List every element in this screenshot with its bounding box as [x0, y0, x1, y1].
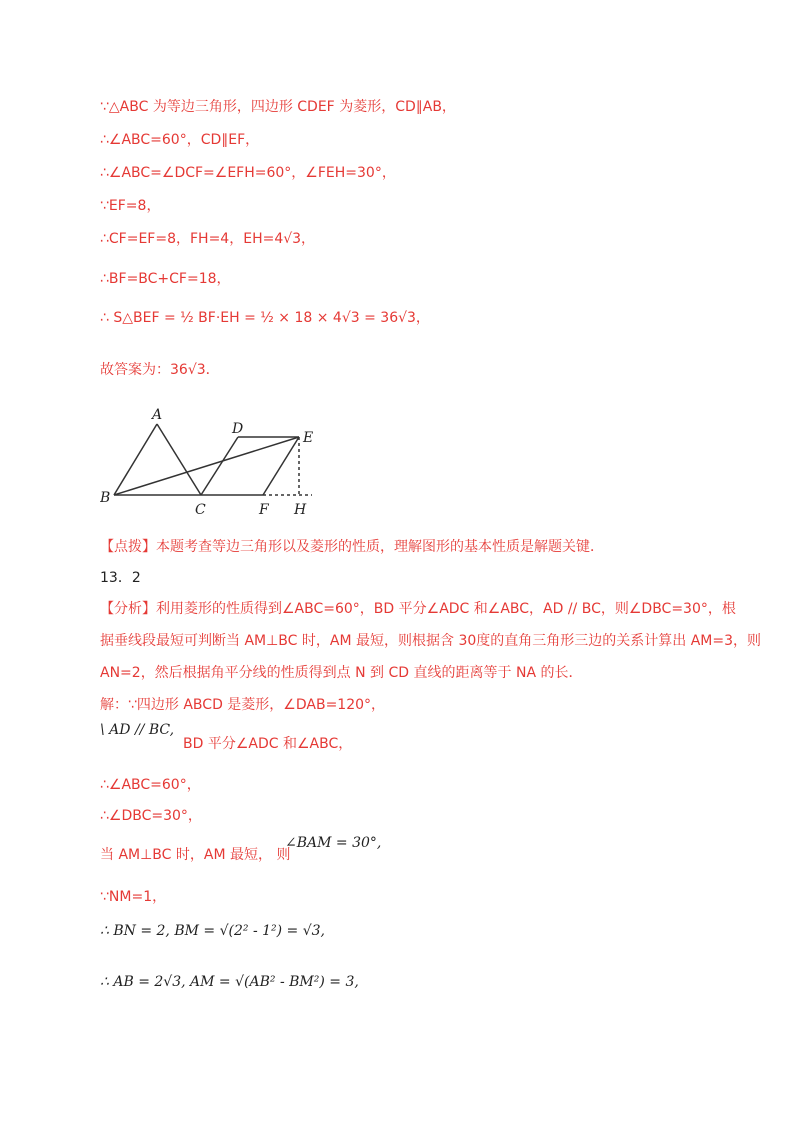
answer-step-7: ∵NM=1， — [100, 889, 167, 905]
angle-bam-formula: ∠BAM = 30°, — [285, 835, 382, 851]
label-c: C — [195, 502, 206, 518]
ab-am-formula: ∴ AB = 2√3, AM = √(AB² - BM²) = 3, — [100, 974, 359, 990]
label-f: F — [259, 502, 269, 518]
label-h: H — [294, 502, 307, 518]
analysis-line-2: 据垂线段最短可判断当 AM⊥BC 时，AM 最短，则根据含 30度的直角三角形三边的关系计算出 AM=3，则 — [100, 633, 761, 649]
answer-step-5: ∴∠DBC=30°， — [100, 808, 202, 824]
label-a: A — [152, 407, 163, 423]
answer-step-4: ∴∠ABC=60°， — [100, 777, 201, 793]
solution-line-1: ∵△ABC 为等边三角形，四边形 CDEF 为菱形，CD∥AB， — [100, 99, 456, 115]
analysis-line-3: AN=2，然后根据角平分线的性质得到点 N 到 CD 直线的距离等于 NA 的长． — [100, 665, 583, 681]
bn-bm-formula: ∴ BN = 2, BM = √(2² - 1²) = √3, — [100, 923, 326, 939]
geometry-figure — [100, 402, 330, 520]
question-number: 13．2 — [100, 570, 141, 586]
solution-line-3: ∴∠ABC=∠DCF=∠EFH=60°，∠FEH=30°， — [100, 165, 396, 181]
analysis-line-1: 【分析】利用菱形的性质得到∠ABC=60°，BD 平分∠ADC 和∠ABC，AD // BC，则∠DBC=30°，根 — [100, 601, 736, 617]
answer-line: 故答案为：36√3． — [100, 362, 220, 378]
label-e: E — [303, 430, 314, 446]
solution-line-4: ∵EF=8， — [100, 198, 161, 214]
answer-step-2: \ AD // BC, — [100, 722, 175, 738]
answer-step-1: 解：∵四边形 ABCD 是菱形，∠DAB=120°， — [100, 697, 386, 713]
tip-line: 【点拨】本题考查等边三角形以及菱形的性质，理解图形的基本性质是解题关键． — [100, 539, 604, 555]
area-formula: ∴ S△BEF = ½ BF⋅EH = ½ × 18 × 4√3 = 36√3， — [100, 310, 430, 326]
answer-step-3: BD 平分∠ADC 和∠ABC， — [183, 736, 353, 752]
solution-line-2: ∴∠ABC=60°，CD∥EF， — [100, 132, 260, 148]
segment-ac — [157, 424, 201, 495]
solution-line-5: ∴CF=EF=8，FH=4，EH=4√3， — [100, 231, 316, 247]
label-d: D — [232, 421, 244, 437]
segment-ba — [114, 424, 157, 495]
solution-line-6: ∴BF=BC+CF=18， — [100, 271, 231, 287]
segment-ef — [263, 437, 299, 495]
answer-step-6: 当 AM⊥BC 时，AM 最短， 则 — [100, 847, 291, 863]
label-b: B — [100, 490, 111, 506]
